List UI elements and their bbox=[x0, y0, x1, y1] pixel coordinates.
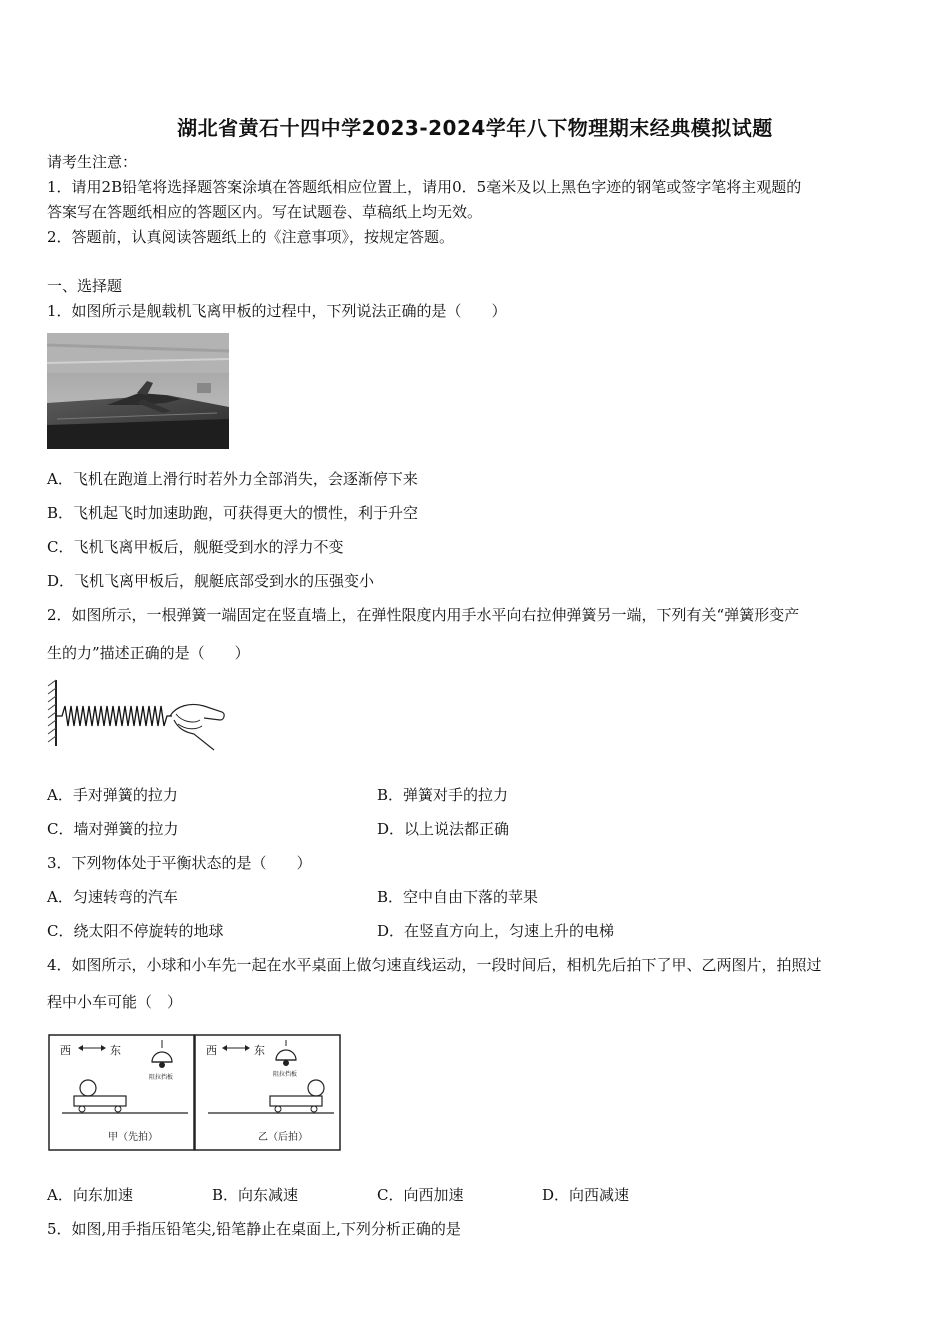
q3-stem: 3．下列物体处于平衡状态的是（ ） bbox=[47, 854, 312, 872]
notice-heading: 请考生注意： bbox=[47, 153, 138, 171]
q3-option-b[interactable]: B．空中自由下落的苹果 bbox=[377, 888, 539, 906]
q4-stem: 4．如图所示，小球和小车先一起在水平桌面上做匀速直线运动，一段时间后，相机先后拍下了甲、乙两图片，拍照过 bbox=[47, 956, 822, 974]
q4-right-lamp-label: 阻拉挡板 bbox=[273, 1071, 298, 1078]
q4-left-east-label: 东 bbox=[110, 1044, 121, 1057]
q4-option-a[interactable]: A．向东加速 bbox=[47, 1186, 133, 1204]
q4-right-east-label: 东 bbox=[254, 1044, 265, 1057]
notice-item-2: 2．答题前，认真阅读答题纸上的《注意事项》，按规定答题。 bbox=[47, 228, 455, 246]
q2-stem: 2．如图所示，一根弹簧一端固定在竖直墙上，在弹性限度内用手水平向右拉伸弹簧另一端，下列有关“弹簧形变产 bbox=[47, 606, 800, 624]
q5-stem: 5．如图,用手指压铅笔尖,铅笔静止在桌面上,下列分析正确的是 bbox=[47, 1220, 461, 1238]
notice-item-1: 1．请用2B铅笔将选择题答案涂填在答题纸相应位置上，请用0．5毫米及以上黑色字迹的钢笔或签字笔将主观题的 bbox=[47, 178, 802, 196]
q1-option-c[interactable]: C．飞机飞离甲板后，舰艇受到水的浮力不变 bbox=[47, 538, 344, 556]
q3-option-a[interactable]: A．匀速转弯的汽车 bbox=[47, 888, 178, 906]
q1-aircraft-carrier-photo bbox=[47, 333, 229, 449]
q4-left-caption: 甲（先拍） bbox=[108, 1132, 158, 1143]
q4-option-b[interactable]: B．向东减速 bbox=[212, 1186, 299, 1204]
q4-option-c[interactable]: C．向西加速 bbox=[377, 1186, 464, 1204]
q2-option-a[interactable]: A．手对弹簧的拉力 bbox=[47, 786, 178, 804]
q3-option-c[interactable]: C．绕太阳不停旋转的地球 bbox=[47, 922, 224, 940]
q4-left-west-label: 西 bbox=[60, 1044, 71, 1057]
q4-stem-cont: 程中小车可能（ ） bbox=[47, 993, 183, 1011]
q2-stem-cont: 生的力”描述正确的是（ ） bbox=[47, 644, 250, 662]
q2-spring-figure bbox=[44, 676, 230, 756]
q4-left-lamp-label: 阻拉挡板 bbox=[149, 1074, 174, 1081]
q4-right-caption: 乙（后拍） bbox=[258, 1132, 308, 1143]
page-title: 湖北省黄石十四中学2023-2024学年八下物理期末经典模拟试题 bbox=[177, 116, 773, 140]
q1-option-a[interactable]: A．飞机在跑道上滑行时若外力全部消失，会逐渐停下来 bbox=[47, 470, 418, 488]
q4-option-d[interactable]: D．向西减速 bbox=[542, 1186, 630, 1204]
q3-option-d[interactable]: D．在竖直方向上，匀速上升的电梯 bbox=[377, 922, 615, 940]
section-heading: 一、选择题 bbox=[47, 277, 123, 295]
q1-option-d[interactable]: D．飞机飞离甲板后，舰艇底部受到水的压强变小 bbox=[47, 572, 375, 590]
q1-stem: 1．如图所示是舰载机飞离甲板的过程中，下列说法正确的是（ ） bbox=[47, 302, 507, 320]
q2-option-c[interactable]: C．墙对弹簧的拉力 bbox=[47, 820, 179, 838]
q1-option-b[interactable]: B．飞机起飞时加速助跑，可获得更大的惯性，利于升空 bbox=[47, 504, 419, 522]
q2-option-b[interactable]: B．弹簧对手的拉力 bbox=[377, 786, 509, 804]
notice-item-1-cont: 答案写在答题纸相应的答题区内。写在试题卷、草稿纸上均无效。 bbox=[47, 203, 483, 221]
q2-option-d[interactable]: D．以上说法都正确 bbox=[377, 820, 510, 838]
q4-figure bbox=[48, 1034, 342, 1152]
q4-right-west-label: 西 bbox=[206, 1044, 217, 1057]
